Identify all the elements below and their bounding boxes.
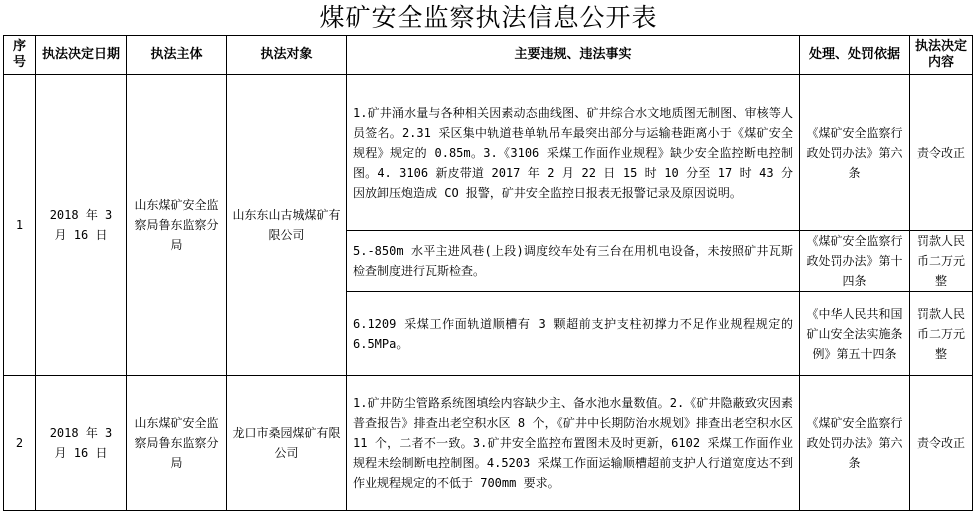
record-fact: 6.1209 采煤工作面轨道顺槽有 3 颗超前支护支柱初撑力不足作业规程规定的 6.5MPa。 (347, 292, 800, 376)
record-decision: 责令改正 (910, 75, 973, 231)
header-content: 执法决定内容 (910, 36, 973, 75)
record-basis: 《煤矿安全监察行政处罚办法》第六条 (800, 75, 910, 231)
table-row (4, 376, 973, 511)
enforcement-info-table (3, 35, 973, 511)
header-target: 执法对象 (227, 36, 347, 75)
record-basis: 《煤矿安全监察行政处罚办法》第十四条 (800, 231, 910, 292)
header-no: 序号 (4, 36, 36, 75)
record-subject: 山东煤矿安全监察局鲁东监察分局 (127, 376, 227, 511)
header-subject: 执法主体 (127, 36, 227, 75)
record-target: 龙口市桑园煤矿有限公司 (227, 376, 347, 511)
record-no: 1 (4, 75, 36, 376)
record-subject: 山东煤矿安全监察局鲁东监察分局 (127, 75, 227, 376)
header-date: 执法决定日期 (36, 36, 127, 75)
table-row (4, 75, 973, 231)
record-date: 2018 年 3 月 16 日 (36, 376, 127, 511)
page-title: 煤矿安全监察执法信息公开表 (319, 3, 658, 32)
record-fact: 1.矿井涌水量与各种相关因素动态曲线图、矿井综合水文地质图无制图、审核等人员签名。2.31 采区集中轨道巷单轨吊车最突出部分与运输巷距离小于《煤矿安全规程》规定的 0.85m。3.《3106 采煤工作面作业规程》缺少安全监控断电控制图。4. 3106 新皮带道 2017 年 2 月 22 日 15 时 10 分至 17 时 43 分因放卸压炮造成 CO 报警，矿井安全监控日报表无报警记录及原因说明。 (347, 75, 800, 231)
record-decision: 罚款人民币二万元整 (910, 292, 973, 376)
record-basis: 《煤矿安全监察行政处罚办法》第六条 (800, 376, 910, 511)
header-basis: 处理、处罚依据 (800, 36, 910, 75)
record-fact: 1.矿井防尘管路系统图填绘内容缺少主、备水池水量数值。2.《矿井隐蔽致灾因素普查报告》排查出老空积水区 8 个，《矿井中长期防治水规划》排查出老空积水区 11 个，二者不一致。3.矿井安全监控布置图未及时更新，6102 采煤工作面作业规程未绘制断电控制图。4.5203 采煤工作面运输顺槽超前支护人行道宽度达不到作业规程规定的不低于 700mm 要求。 (347, 376, 800, 511)
record-basis: 《中华人民共和国矿山安全法实施条例》第五十四条 (800, 292, 910, 376)
record-target: 山东东山古城煤矿有限公司 (227, 75, 347, 376)
header-facts: 主要违规、违法事实 (347, 36, 800, 75)
record-date: 2018 年 3 月 16 日 (36, 75, 127, 376)
record-decision: 责令改正 (910, 376, 973, 511)
header-row (4, 36, 973, 75)
record-no: 2 (4, 376, 36, 511)
record-fact: 5.-850m 水平主进风巷(上段)调度绞车处有三台在用机电设备，未按照矿井瓦斯检查制度进行瓦斯检查。 (347, 231, 800, 292)
record-decision: 罚款人民币二万元整 (910, 231, 973, 292)
